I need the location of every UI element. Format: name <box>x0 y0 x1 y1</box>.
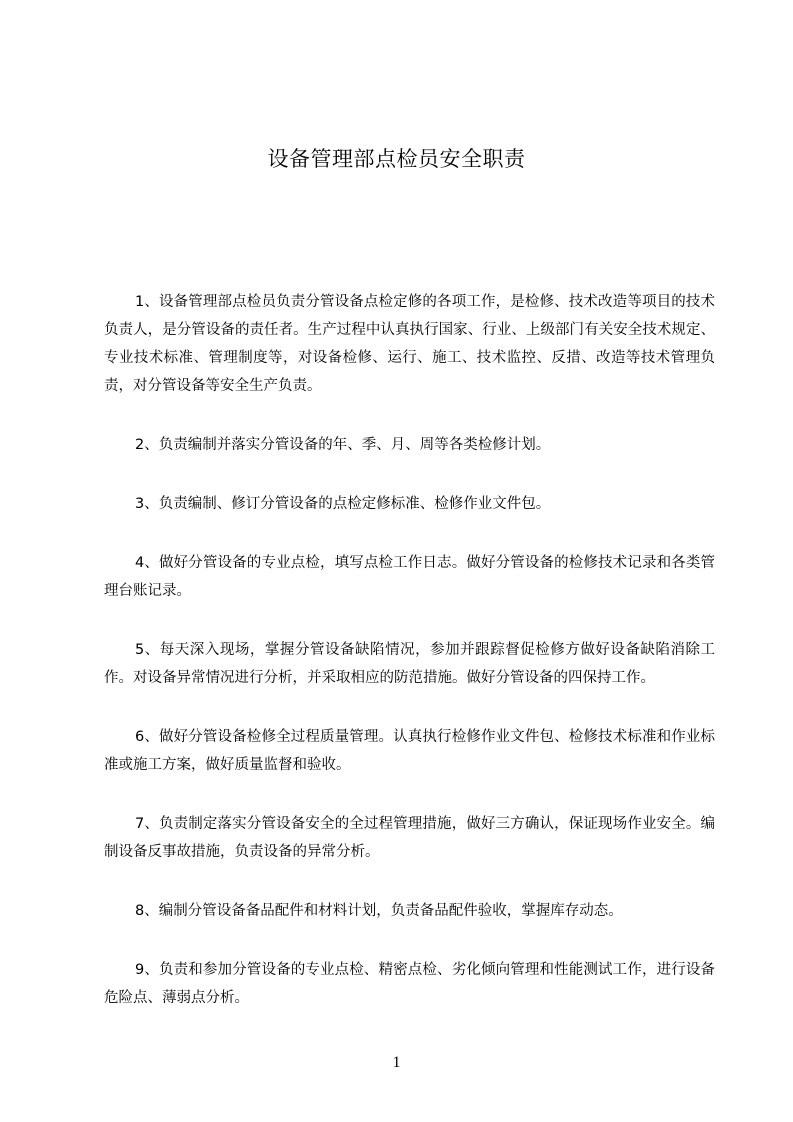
document-title: 设备管理部点检员安全职责 <box>267 147 526 171</box>
paragraph-3: 3、负责编制、修订分管设备的点检定修标准、检修作业文件包。 <box>135 496 551 512</box>
paragraph-6: 6、做好分管设备检修全过程质量管理。认真执行检修作业文件包、检修技术标准和作业标准或施工方案，做好质量监督和验收。 <box>104 729 715 773</box>
paragraph-5: 5、每天深入现场，掌握分管设备缺陷情况，参加并跟踪督促检修方做好设备缺陷消除工作。对设备异常情况进行分析，并采取相应的防范措施。做好分管设备的四保持工作。 <box>104 642 715 686</box>
paragraph-2: 2、负责编制并落实分管设备的年、季、月、周等各类检修计划。 <box>135 437 551 453</box>
page-number: 1 <box>392 1054 401 1071</box>
paragraph-1: 1、设备管理部点检员负责分管设备点检定修的各项工作，是检修、技术改造等项目的技术负责人，是分管设备的责任者。生产过程中认真执行国家、行业、上级部门有关安全技术规定、专业技术标准、管理制度等，对设备检修、运行、施工、技术监控、反措、改造等技术管理负责，对分管设备等安全生产负责。 <box>104 294 715 394</box>
document-body <box>104 288 715 1043</box>
paragraph-9: 9、负责和参加分管设备的专业点检、精密点检、劣化倾向管理和性能测试工作，进行设备危险点、薄弱点分析。 <box>104 962 715 1006</box>
paragraph-8: 8、编制分管设备备品配件和材料计划，负责备品配件验收，掌握库存动态。 <box>135 903 623 919</box>
paragraph-4: 4、做好分管设备的专业点检，填写点检工作日志。做好分管设备的检修技术记录和各类管理台账记录。 <box>104 555 715 599</box>
paragraph-7: 7、负责制定落实分管设备安全的全过程管理措施，做好三方确认，保证现场作业安全。编制设备反事故措施，负责设备的异常分析。 <box>104 816 715 860</box>
